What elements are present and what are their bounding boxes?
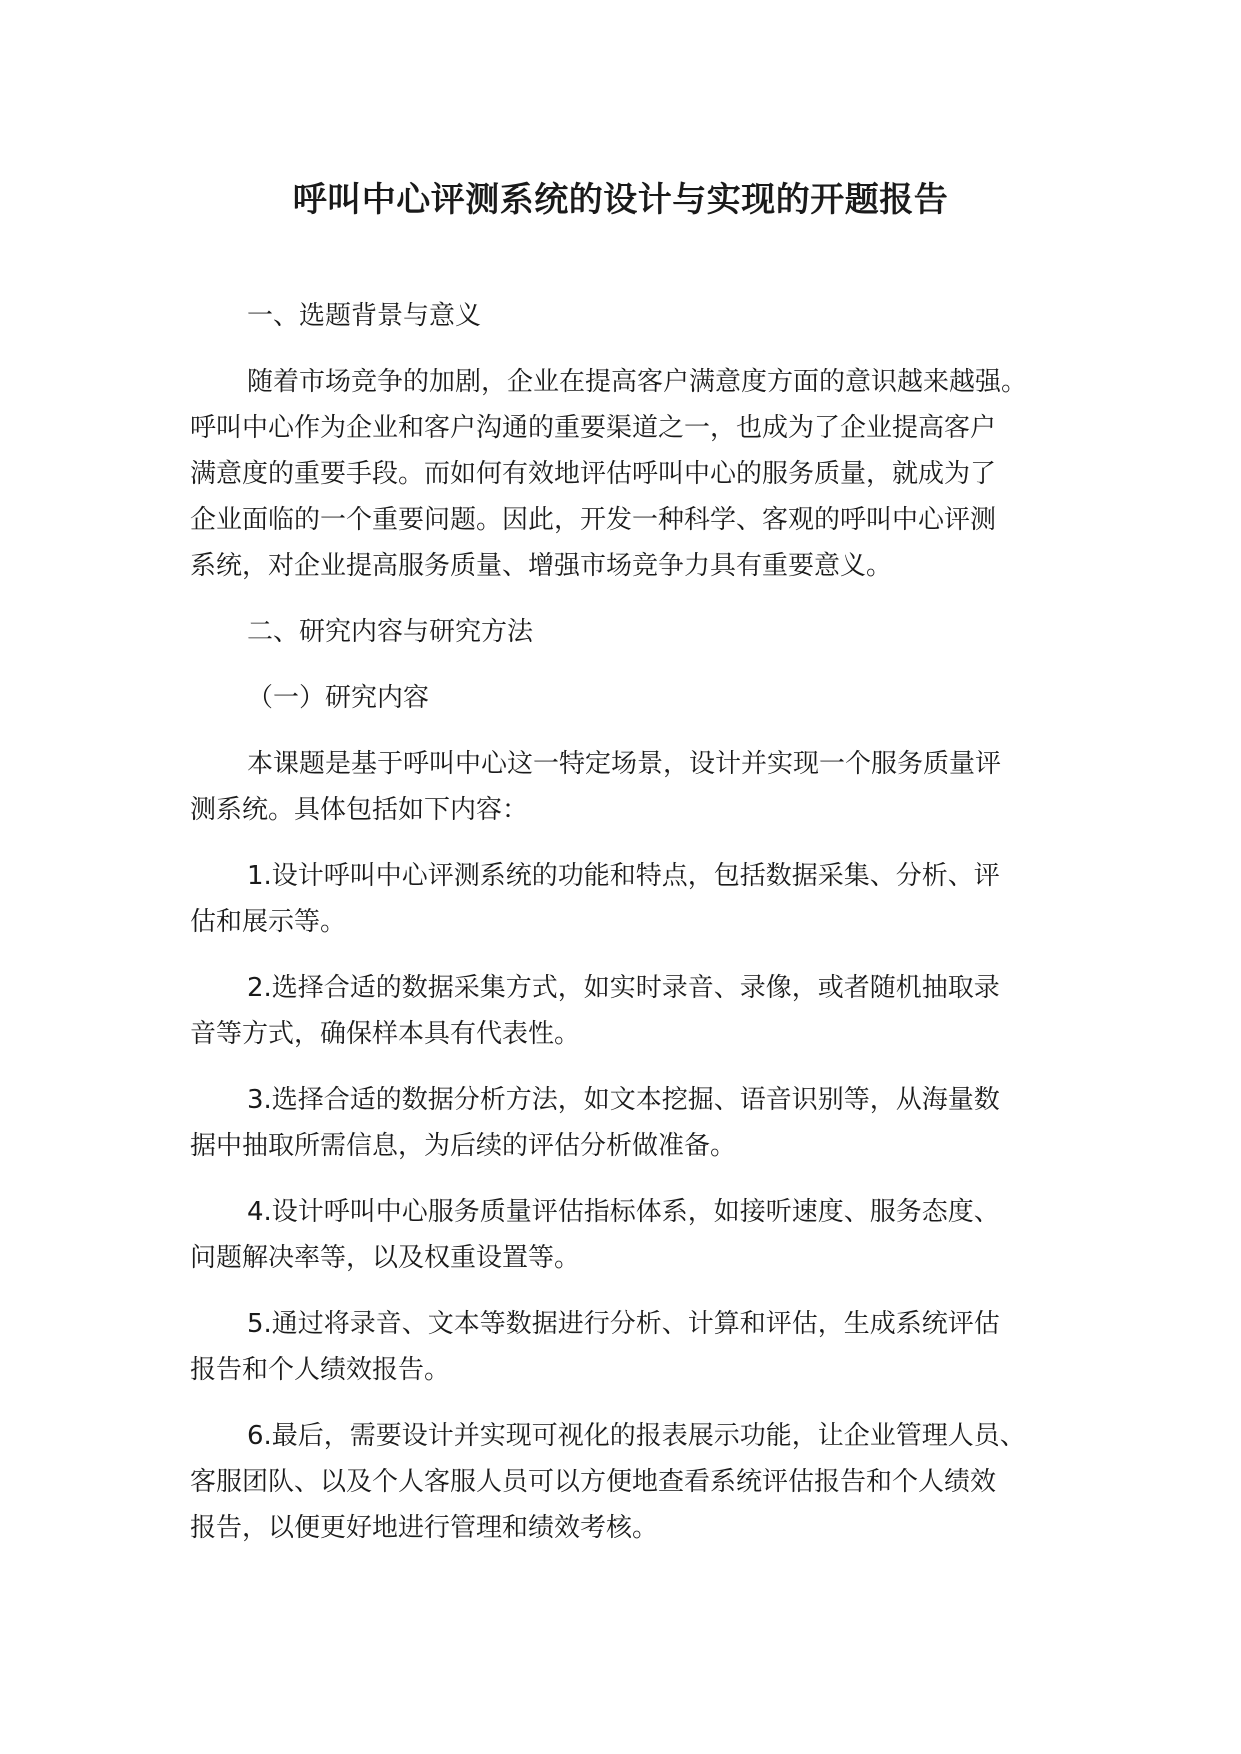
text-line: 报告和个人绩效报告。 (190, 1355, 451, 1385)
text-line: 测系统。具体包括如下内容： (190, 795, 529, 825)
text-line: 企业面临的一个重要问题。因此，开发一种科学、客观的呼叫中心评测 (190, 505, 997, 535)
text-line: 系统，对企业提高服务质量、增强市场竞争力具有重要意义。 (190, 551, 893, 581)
text-line: 据中抽取所需信息，为后续的评估分析做准备。 (190, 1131, 737, 1161)
list-item-2 (190, 965, 1065, 1057)
list-item-1 (190, 853, 1065, 945)
list-item-6 (190, 1413, 1065, 1551)
text-line: 一、选题背景与意义 (247, 301, 482, 331)
document-body (190, 293, 1065, 1551)
text-line: 满意度的重要手段。而如何有效地评估呼叫中心的服务质量，就成为了 (190, 459, 997, 489)
text-line: 本课题是基于呼叫中心这一特定场景，设计并实现一个服务质量评 (247, 749, 1002, 779)
list-item-5 (190, 1301, 1065, 1393)
text-line: 问题解决率等，以及权重设置等。 (190, 1243, 581, 1273)
list-item-3 (190, 1077, 1065, 1169)
section-heading-research (190, 609, 1065, 655)
text-line: 音等方式，确保样本具有代表性。 (190, 1019, 581, 1049)
paragraph-background (190, 359, 1065, 589)
text-line: 报告，以便更好地进行管理和绩效考核。 (190, 1513, 659, 1543)
text-line: 呼叫中心作为企业和客户沟通的重要渠道之一，也成为了企业提高客户 (190, 413, 997, 443)
text-line: 2.选择合适的数据采集方式，如实时录音、录像，或者随机抽取录 (247, 973, 1000, 1003)
section-heading-background (190, 293, 1065, 339)
text-line: 估和展示等。 (190, 907, 347, 937)
text-line: 4.设计呼叫中心服务质量评估指标体系，如接听速度、服务态度、 (247, 1197, 1000, 1227)
subsection-heading-content (190, 675, 1065, 721)
document-title: 呼叫中心评测系统的设计与实现的开题报告 (292, 180, 949, 220)
text-line: 3.选择合适的数据分析方法，如文本挖掘、语音识别等，从海量数 (247, 1085, 1000, 1115)
text-line: 二、研究内容与研究方法 (247, 617, 534, 647)
text-line: 客服团队、以及个人客服人员可以方便地查看系统评估报告和个人绩效 (190, 1467, 997, 1497)
text-line: 随着市场竞争的加剧，企业在提高客户满意度方面的意识越来越强。 (247, 367, 1028, 397)
text-line: 5.通过将录音、文本等数据进行分析、计算和评估，生成系统评估 (247, 1309, 1000, 1339)
paragraph-intro (190, 741, 1065, 833)
text-line: 6.最后，需要设计并实现可视化的报表展示功能，让企业管理人员、 (247, 1421, 1026, 1451)
text-line: （一）研究内容 (247, 683, 430, 713)
list-item-4 (190, 1189, 1065, 1281)
text-line: 1.设计呼叫中心评测系统的功能和特点，包括数据采集、分析、评 (247, 861, 1000, 891)
